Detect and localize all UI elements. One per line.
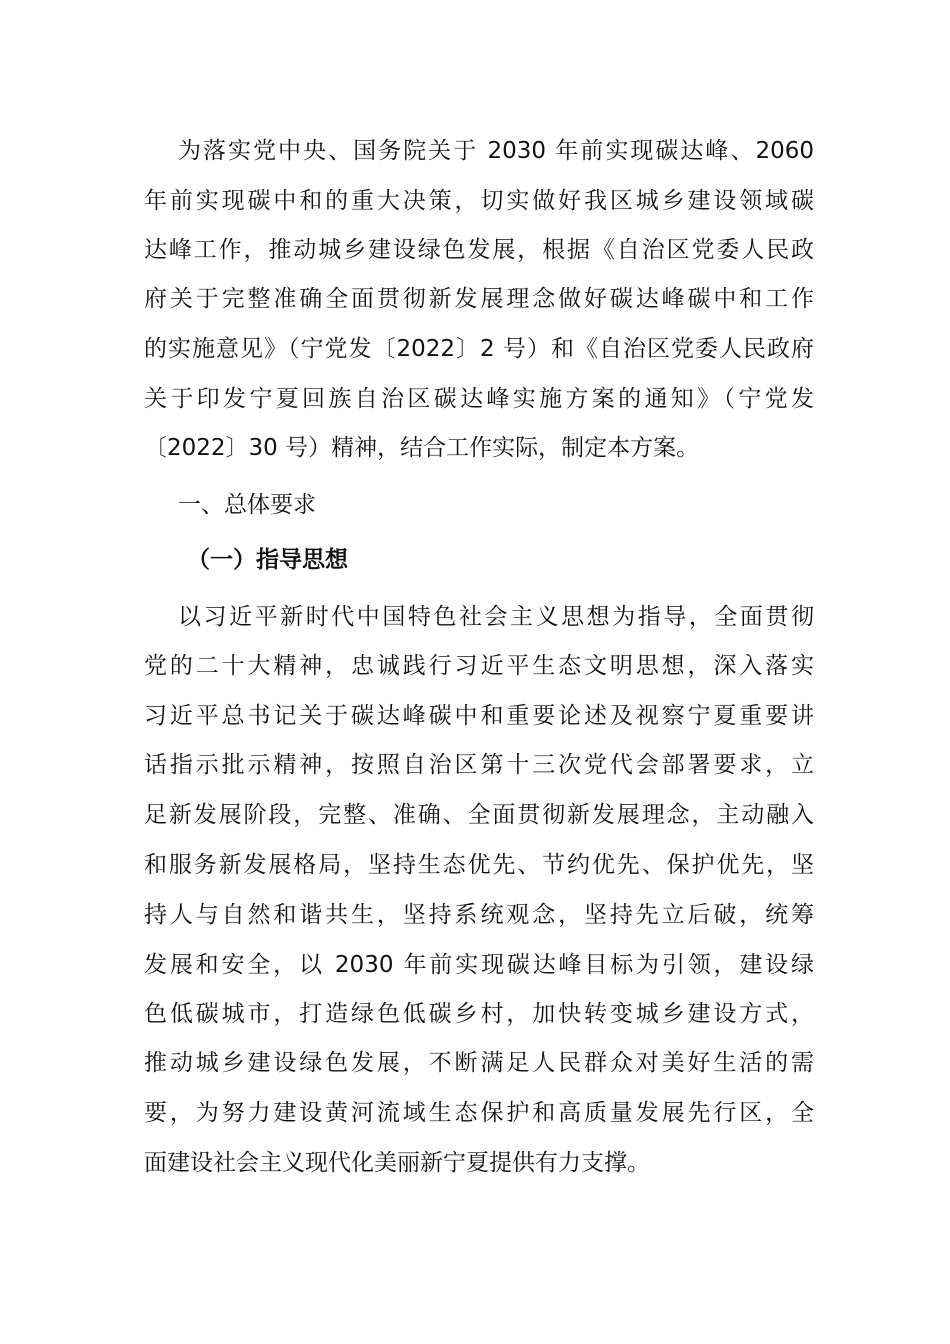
paragraph-line: 的实施意见》（宁党发〔2022〕2 号）和《自治区党委人民政府 xyxy=(144,336,814,362)
paragraph-line: 持人与自然和谐共生，坚持系统观念，坚持先立后破，统筹 xyxy=(144,902,814,928)
paragraph-line: 府关于完整准确全面贯彻新发展理念做好碳达峰碳中和工作 xyxy=(144,286,814,312)
paragraph-line: 推动城乡建设绿色发展，不断满足人民群众对美好生活的需 xyxy=(144,1050,814,1076)
paragraph-line: 〔2022〕30 号）精神，结合工作实际，制定本方案。 xyxy=(144,435,700,461)
paragraph-line: 习近平总书记关于碳达峰碳中和重要论述及视察宁夏重要讲 xyxy=(144,703,814,729)
paragraph-line: 为落实党中央、国务院关于 2030 年前实现碳达峰、2060 xyxy=(178,138,814,164)
subsection-heading: （一）指导思想 xyxy=(187,547,348,573)
section-heading: 一、总体要求 xyxy=(178,492,316,518)
paragraph-line: 发展和安全，以 2030 年前实现碳达峰目标为引领，建设绿 xyxy=(144,952,814,978)
paragraph-line: 达峰工作，推动城乡建设绿色发展，根据《自治区党委人民政 xyxy=(144,237,814,263)
paragraph-line: 足新发展阶段，完整、准确、全面贯彻新发展理念，主动融入 xyxy=(144,802,814,828)
paragraph-line: 话指示批示精神，按照自治区第十三次党代会部署要求，立 xyxy=(144,752,814,778)
paragraph-line: 和服务新发展格局，坚持生态优先、节约优先、保护优先，坚 xyxy=(144,852,814,878)
paragraph-line: 关于印发宁夏回族自治区碳达峰实施方案的通知》（宁党发 xyxy=(144,386,814,412)
paragraph-line: 年前实现碳中和的重大决策，切实做好我区城乡建设领域碳 xyxy=(144,188,814,214)
paragraph-line: 面建设社会主义现代化美丽新宁夏提供有力支撑。 xyxy=(144,1150,650,1176)
paragraph-line: 色低碳城市，打造绿色低碳乡村，加快转变城乡建设方式， xyxy=(144,1001,814,1027)
paragraph-line: 党的二十大精神，忠诚践行习近平生态文明思想，深入落实 xyxy=(144,653,814,679)
paragraph-line: 要，为努力建设黄河流域生态保护和高质量发展先行区，全 xyxy=(144,1100,814,1126)
paragraph-line: 以习近平新时代中国特色社会主义思想为指导，全面贯彻 xyxy=(178,604,814,630)
